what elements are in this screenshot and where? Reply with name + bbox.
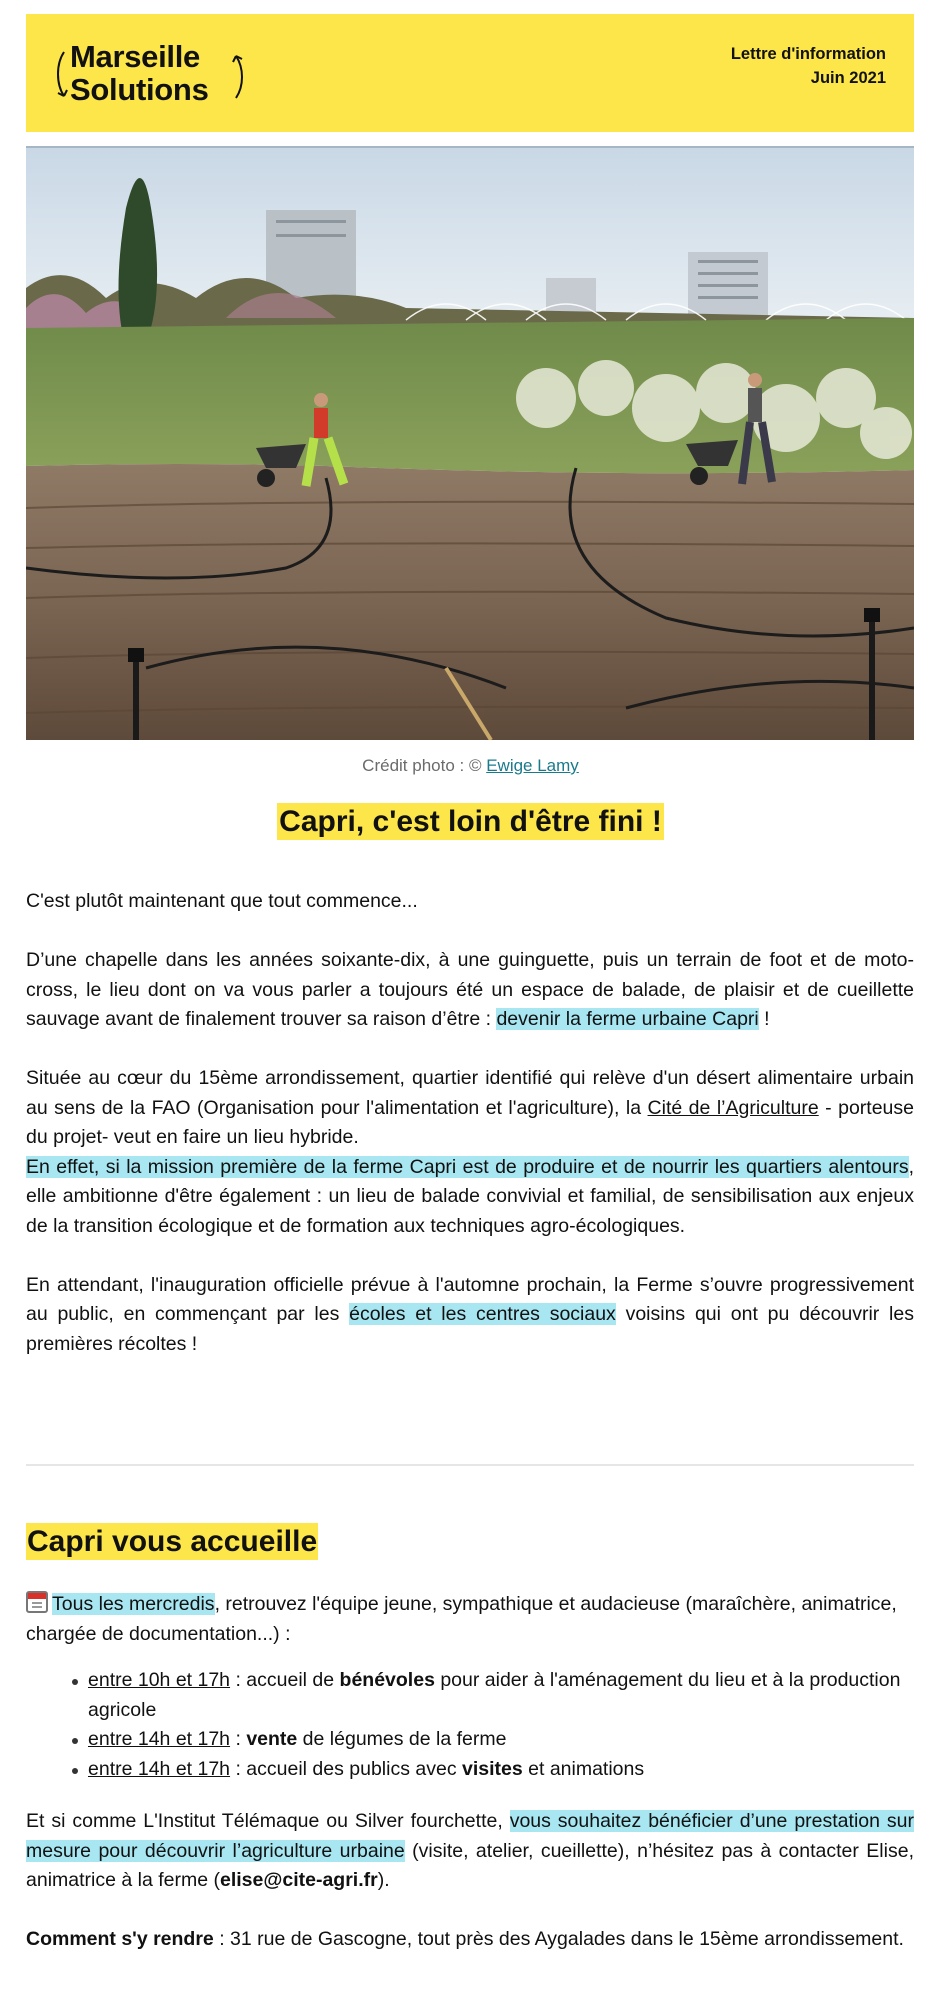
credit-author-link[interactable]: Ewige Lamy <box>486 756 579 775</box>
schedule-list-wrap <box>26 1666 914 1784</box>
schedule-text: : accueil des publics avec <box>230 1757 462 1780</box>
calendar-icon <box>26 1591 48 1613</box>
section-title-capri <box>0 802 941 842</box>
history-highlight: devenir la ferme urbaine Capri <box>496 1008 759 1030</box>
access-text: : 31 rue de Gascogne, tout près des Aygalades dans le 15ème arrondissement. <box>213 1928 904 1950</box>
schools-highlight: écoles et les centres sociaux <box>349 1303 616 1325</box>
history-end: ! <box>758 1008 770 1030</box>
farm-field-image <box>26 148 914 740</box>
history-paragraph <box>26 946 914 1035</box>
section-title-text: Capri, c'est loin d'être fini ! <box>279 805 662 838</box>
schedule-time: entre 10h et 17h <box>88 1669 231 1691</box>
location-text: Située au cœur du 15ème arrondissement, quartier identifié qui relève d'un désert alimentaire urbain au sens de la FAO (Organisation pour l'alimentation et l'agriculture), la <box>26 1067 914 1119</box>
schedule-intro <box>26 1590 914 1649</box>
opening-text: En attendant, l'inauguration officielle prévue à l'automne prochain, la Ferme s’ouvre progressivement au public, en commençant par les <box>26 1273 914 1325</box>
logo-arc-right-icon <box>232 54 246 100</box>
issue-date: Juin 2021 <box>810 69 886 87</box>
schedule-item <box>88 1666 914 1725</box>
opening-paragraph <box>26 1271 914 1360</box>
location-paragraph <box>26 1064 914 1241</box>
schedule-bold: bénévoles <box>339 1669 435 1691</box>
logo-arc-left-icon <box>54 50 68 100</box>
section-title-accueil <box>26 1522 318 1562</box>
credit-prefix: Crédit photo : © <box>362 756 487 775</box>
access-paragraph <box>26 1925 914 1955</box>
schedule-bold: vente <box>246 1728 298 1750</box>
contact-email[interactable]: elise@cite-agri.fr <box>219 1869 378 1891</box>
schedule-item <box>88 1755 914 1785</box>
logo-text <box>70 40 209 106</box>
history-text: D’une chapelle dans les années soixante-dix, à une guinguette, puis un terrain de foot et de moto-cross, le lieu dont on va vous parler a toujours été un espace de balade, de plaisir et de cueillette sauvage avant de finalement trouver sa raison d’être : <box>26 949 914 1030</box>
section-divider <box>26 1464 914 1466</box>
schedule-time: entre 14h et 17h <box>88 1757 231 1780</box>
logo-line-2: Solutions <box>70 72 209 107</box>
schedule-bold: visites <box>462 1757 523 1780</box>
section1-body <box>26 887 914 1359</box>
photo-credit <box>0 756 941 776</box>
mission-highlight: En effet, si la mission première de la ferme Capri est de produire et de nourrir les quartiers alentours <box>26 1155 909 1178</box>
contact-section <box>26 1807 914 1955</box>
service-highlight: vous souhaitez bénéficier d’une prestation sur mesure pour découvrir l’agriculture urbaine <box>26 1810 914 1862</box>
issue-info <box>731 42 886 90</box>
intro-paragraph: C'est plutôt maintenant que tout commence... <box>26 890 418 912</box>
logo-line-1: Marseille <box>70 39 200 74</box>
schedule-text-end: pour aider à l'aménagement du lieu et à la production agricole <box>88 1669 901 1721</box>
location-text-2: - porteuse du projet- veut en faire un lieu hybride. <box>26 1096 914 1148</box>
cite-agriculture-link[interactable]: Cité de l’Agriculture <box>647 1096 819 1119</box>
hero-photo <box>26 146 914 740</box>
schedule-time: entre 14h et 17h <box>88 1728 231 1750</box>
contact-text-2: (visite, atelier, cueillette), n’hésitez pas à contacter Elise, animatrice à la ferme ( <box>26 1839 914 1891</box>
schedule-text: : <box>230 1728 247 1750</box>
section-title-text-2: Capri vous accueille <box>27 1525 318 1558</box>
schedule-intro-text: , retrouvez l'équipe jeune, sympathique et audacieuse (maraîchère, animatrice, chargée de documentation...) : <box>26 1593 897 1645</box>
newsletter-header <box>26 14 914 132</box>
contact-paragraph <box>26 1807 914 1896</box>
opening-end: voisins qui ont pu découvrir les premières récoltes ! <box>26 1303 914 1355</box>
schedule-list <box>26 1666 914 1784</box>
access-label: Comment s'y rendre <box>26 1928 214 1950</box>
schedule-item <box>88 1725 914 1755</box>
section2-body <box>26 1590 914 1649</box>
wednesdays-highlight: Tous les mercredis <box>52 1593 215 1615</box>
marseille-solutions-logo[interactable] <box>54 40 244 110</box>
schedule-text-end: et animations <box>522 1757 645 1780</box>
contact-end: ). <box>377 1869 390 1891</box>
schedule-text-end: de légumes de la ferme <box>297 1728 507 1750</box>
issue-label: Lettre d'information <box>730 45 886 63</box>
contact-text: Et si comme L'Institut Télémaque ou Silver fourchette, <box>26 1810 510 1832</box>
schedule-text: : accueil de <box>230 1669 340 1691</box>
mission-text: , elle ambitionne d'être également : un lieu de balade convivial et familial, de sensibilisation aux enjeux de la transition écologique et de formation aux techniques agro-écologiques. <box>26 1155 914 1237</box>
